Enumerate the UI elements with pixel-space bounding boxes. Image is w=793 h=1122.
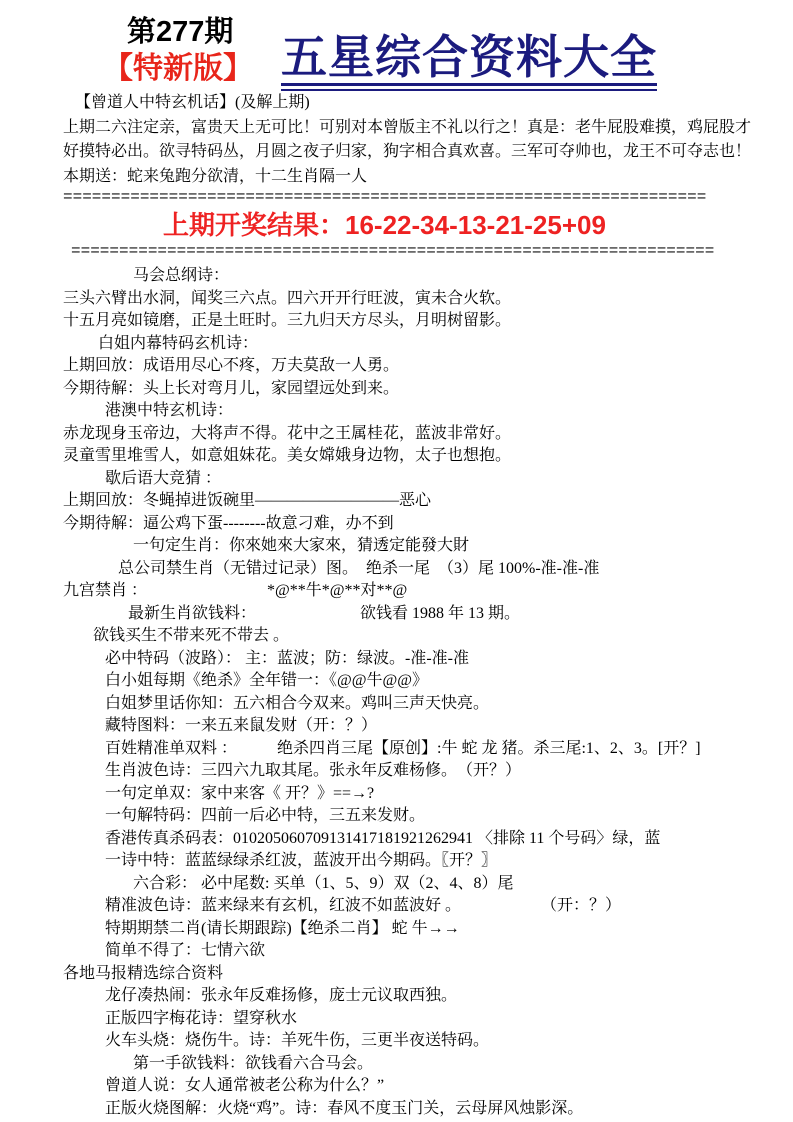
text-line: 一句定生肖：你來她來大家來，猜透定能發大財 [133,537,470,555]
separator-line: =================================================================== [63,189,707,207]
intro-heading: 【曾道人中特玄机话】(及解上期) [75,94,310,112]
text-line: 欲钱买生不带来死不带去 。 [93,627,290,645]
page-title: 五星综合资料大全 [281,34,657,86]
text-line: 正版火烧图解：火烧“鸡”。诗：春风不度玉门关，云母屏风烛影深。 [105,1099,584,1117]
text-line: 今期待解：头上长对弯月儿，家园望远处到来。 [63,379,400,397]
text-line: 曾道人说：女人通常被老公称为什么？” [105,1077,385,1095]
text-line: 藏特图料：一来五来鼠发财（开：？） [105,717,378,735]
text-line: 最新生肖欲钱料： 欲钱看 1988 年 13 期。 [128,604,521,622]
text-line: 总公司禁生肖（无错过记录）图。 绝杀一尾 （3）尾 100%-准-准-准 [118,559,600,577]
text-line: 一句定单双：家中来客《 开？》==→? [105,784,375,802]
separator-line: =================================================================== [71,243,715,261]
text-line: 港澳中特玄机诗： [105,402,234,420]
edition-badge: 【特新版】 [103,52,253,85]
page-title-underline [281,34,657,91]
text-line: 上期回放：冬蝇掉进饭碗里—————————恶心 [63,492,432,510]
header-left-block [63,14,253,88]
result-banner [163,209,773,241]
text-line: 好摸特必出。欲寻特码丛，月圆之夜子归家，狗字相合真欢喜。三军可夺帅也，龙王不可夺志也！ [63,143,752,161]
issue-number: 第277期 [127,16,234,48]
intro-section [63,91,773,189]
text-line: 龙仔凑热闹：张永年反难扬修，庞士元议取西独。 [105,987,458,1005]
text-line: 灵童雪里堆雪人，如意姐妹花。美女嫦娥身边物，太子也想抱。 [63,447,512,465]
text-line: 九宫禁肖 ： *@**牛*@**对**@ [63,582,408,600]
text-line: 生肖波色诗：三四六九取其尾。张永年反难杨修。 （开？） [105,762,522,780]
intro-lines [63,116,773,190]
result-label: 上期开奖结果： [163,210,346,241]
text-line: 白姐梦里话你知：五六相合今双来。鸡叫三声天快亮。 [105,694,490,712]
text-line: 百姓精准单双料 ： 绝杀四肖三尾【原创】:牛 蛇 龙 猪。杀三尾:1、2、3。[开？] [105,739,701,757]
text-line: 赤龙现身玉帝边，大将声不得。花中之王属桂花，蓝波非常好。 [63,424,512,442]
text-line: 歇后语大竞猜 ： [105,469,222,487]
text-line: 今期待解：逼公鸡下蛋--------故意刁难，办不到 [63,514,394,532]
text-line: 三头六臂出水洞，闻奖三六点。四六开开行旺波，寅未合火软。 [63,289,512,307]
text-line: 简单不得了：七情六欲 [105,942,266,960]
text-line: 十五月亮如镜磨，正是土旺时。三九归天方尽头，月明树留影。 [63,312,512,330]
text-line: 各地马报精选综合资料 [63,964,224,982]
header [63,14,773,91]
text-line: 火车头烧：烧伤牛。诗：羊死牛伤，三更半夜送特码。 [105,1032,490,1050]
content-lines [63,265,773,1120]
text-line: 上期二六注定亲，富贵天上无可比！可别对本曾版主不礼以行之！真是：老牛屁股难摸，鸡屁股才 [63,118,752,136]
text-line: 香港传真杀码表：010205060709131417181921262941 〈排除 11 个号码〉绿，蓝 [105,829,661,847]
text-line: 本期送：蛇来兔跑分欲清，十二生肖隔一人 [63,167,368,185]
text-line: 精准波色诗：蓝来绿来有玄机，红波不如蓝波好 。 （开：？） [105,897,622,915]
text-line: 特期期禁二肖(请长期跟踪)【绝杀二肖】 蛇 牛→→ [105,919,460,937]
text-line: 白姐内幕特码玄机诗： [98,334,259,352]
text-line: 白小姐每期《绝杀》全年错一：《@@牛@@》 [105,672,428,690]
text-line: 六合彩： 必中尾数: 买单（1、5、9）双（2、4、8）尾 [133,874,514,892]
text-line: 第一手欲钱料：欲钱看六合马会。 [133,1054,374,1072]
text-line: 一诗中特：蓝蓝绿绿杀红波，蓝波开出今期码。〖开？〗 [105,852,498,870]
text-line: 马会总纲诗： [133,267,230,285]
result-numbers: 16-22-34-13-21-25+09 [345,210,606,241]
text-line: 必中特码（波路）： 主：蓝波；防：绿波。-准-准-准 [105,649,469,667]
text-line: 正版四字梅花诗：望穿秋水 [105,1009,298,1027]
text-line: 上期回放：成语用尽心不疼，万夫莫敌一人勇。 [63,357,400,375]
text-line: 一句解特码：四前一后必中特，三五来发财。 [105,807,426,825]
